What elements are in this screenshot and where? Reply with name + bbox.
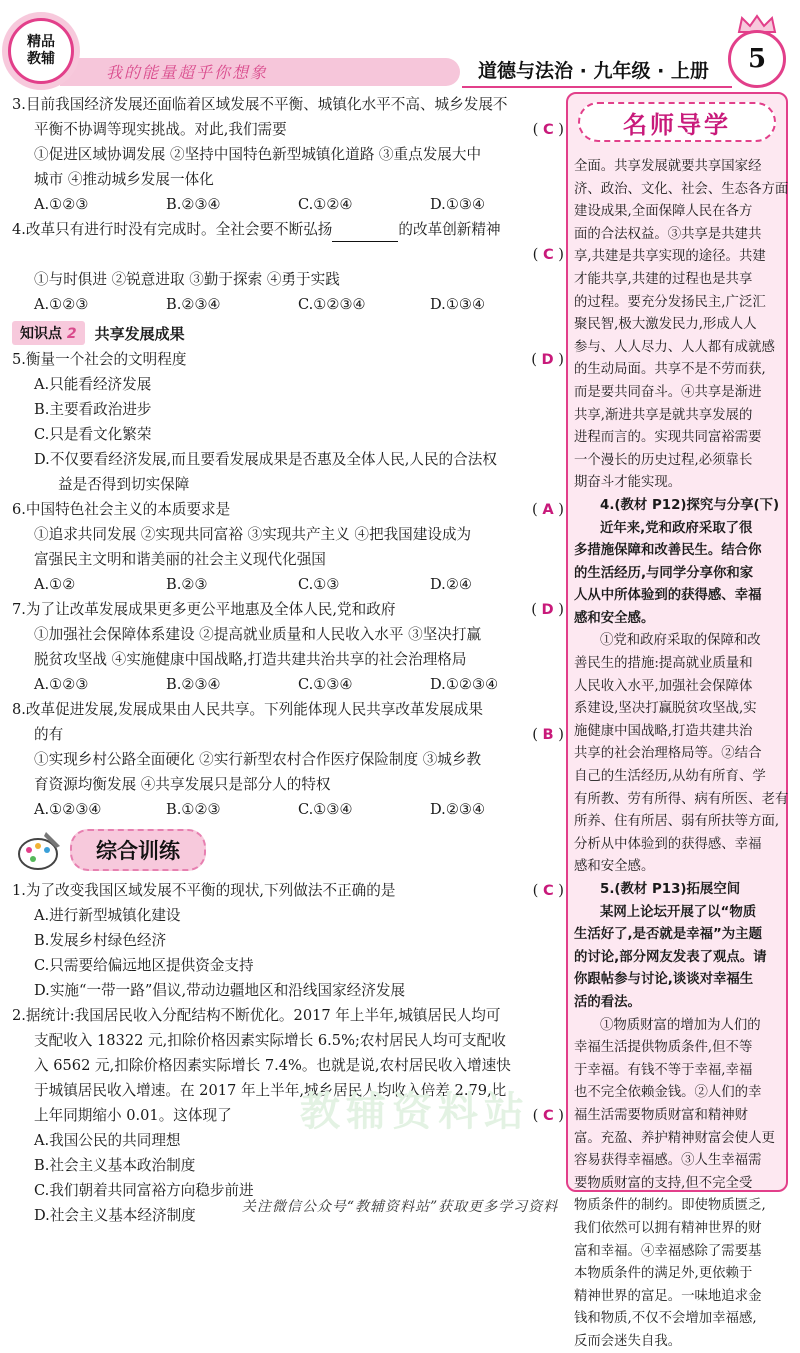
sidebar-line: 的讨论,部分网友发表了观点。请 (574, 949, 767, 965)
answer-slot: ( A ) (532, 501, 564, 518)
sidebar-line: 富。充盈、养护精神财富会使人更 (574, 1130, 775, 1146)
choice-line: A.我国公民的共同理想 (34, 1132, 181, 1149)
sidebar-line: 要物质财富的支持,但不完全受 (574, 1175, 753, 1191)
choice-line: B.主要看政治进步 (34, 401, 152, 418)
sidebar-line: 多措施保障和改善民生。结合你 (574, 543, 762, 559)
item-line: ①实现乡村公路全面硬化 ②实行新型农村合作医疗保险制度 ③城乡教 (34, 751, 482, 768)
question-5 (12, 347, 564, 497)
palette-icon (16, 828, 64, 872)
answer-letter: D (541, 351, 554, 368)
question-line (12, 347, 564, 372)
item-line: ①促进区域协调发展 ②坚持中国特色新型城镇化道路 ③重点发展大中 (34, 146, 482, 163)
sidebar-line: 面的合法权益。③共享是共建共 (574, 226, 762, 242)
question-line (12, 597, 564, 622)
option-b: B.②③④ (166, 196, 221, 213)
option-b: B.②③④ (166, 676, 221, 693)
answer-letter: B (542, 726, 554, 743)
question-text: 平衡不协调等现实挑战。对此,我们需要 (34, 121, 287, 138)
options-row (12, 192, 564, 217)
choice-line: A.只能看经济发展 (34, 376, 152, 393)
section-title: 综合训练 (70, 829, 206, 871)
option-a: A.①②③④ (34, 801, 102, 818)
sidebar-line: 的生动局面。共享不是不劳而获, (574, 362, 766, 378)
options-row (12, 292, 564, 317)
item-line: ①追求共同发展 ②实现共同富裕 ③实现共产主义 ④把我国建设成为 (34, 526, 472, 543)
sidebar-line: ①物质财富的增加为人们的 (600, 1017, 761, 1033)
sidebar-line: 反而会迷失自我。 (574, 1333, 682, 1349)
choice-line: C.我们朝着共同富裕方向稳步前进 (34, 1182, 254, 1199)
option-c: C.①②④ (298, 196, 353, 213)
sidebar-body (574, 156, 789, 1353)
sidebar-line: 施健康中国战略,打造共建共治 (574, 723, 753, 739)
sidebar-line: 聚民智,极大激发民力,形成人人 (574, 317, 757, 333)
answer-line (12, 242, 564, 267)
question-line (12, 878, 564, 903)
question-text: 上年同期缩小 0.01。这体现了 (34, 1107, 232, 1124)
slogan: 我的能量超乎你想象 (106, 63, 269, 82)
answer-letter: A (542, 501, 554, 518)
option-d: D.②③④ (430, 801, 486, 818)
question-line: 入 6562 元,扣除价格因素实际增长 7.4%。也就是说,农村居民收入增速快 (34, 1057, 511, 1074)
item-line: ①加强社会保障体系建设 ②提高就业质量和人民收入水平 ③坚决打赢 (34, 626, 482, 643)
question-3 (12, 92, 564, 217)
sidebar-line: 共享的社会治理格局等。②结合 (574, 746, 762, 762)
kp-number: 2 (66, 326, 77, 342)
answer-slot: ( D ) (531, 351, 564, 368)
sidebar-line: 人从中所体验到的获得感、幸福 (574, 588, 762, 604)
question-line (12, 497, 564, 522)
choice-line: 益是否得到切实保障 (58, 476, 190, 493)
sidebar-line: 我们依然可以拥有精神世界的财 (574, 1220, 762, 1236)
question-6 (12, 497, 564, 597)
answer-slot: ( C ) (532, 882, 564, 899)
sidebar-line: 物质条件的制约。即使物质匮乏, (574, 1198, 766, 1214)
question-8 (12, 697, 564, 822)
page-header (0, 0, 800, 92)
sidebar-line: 近年来,党和政府采取了很 (600, 520, 753, 536)
sidebar-line: 人民收入水平,加强社会保障体 (574, 678, 753, 694)
item-line: ①与时俱进 ②锐意进取 ③勤于探索 ④勇于实践 (34, 271, 340, 288)
sidebar-line: 分析从中体验到的获得感、幸福 (574, 836, 762, 852)
sidebar-line: 自己的生活经历,从幼有所育、学 (574, 769, 766, 785)
choice-line: C.只需要给偏远地区提供资金支持 (34, 957, 254, 974)
answer-slot: ( C ) (532, 121, 564, 138)
answer-slot: ( C ) (532, 1107, 564, 1124)
knowledge-point-heading (12, 319, 564, 347)
answer-letter: C (542, 1107, 554, 1124)
question-line: 支配收入 18322 元,扣除价格因素实际增长 6.5%;农村居民人均可支配收 (34, 1032, 506, 1049)
sidebar-line: 幸福生活提供物质条件,但不等 (574, 1040, 753, 1056)
sidebar-line: 本物质条件的满足外,更依赖于 (574, 1266, 753, 1282)
answer-slot: ( D ) (531, 601, 564, 618)
sidebar-line: 享,共建是共享实现的途径。共建 (574, 249, 766, 265)
choice-line: D.社会主义基本经济制度 (34, 1207, 196, 1224)
sidebar-line: 富和幸福。④幸福感除了需要基 (574, 1243, 762, 1259)
item-line: 城市 ④推动城乡发展一体化 (34, 171, 214, 188)
sidebar-line: 有所教、劳有所得、病有所医、老有 (574, 791, 789, 807)
question-text: 7.为了让改革发展成果更多更公平地惠及全体人民,党和政府 (12, 601, 396, 618)
kp-label: 知识点 (20, 326, 62, 342)
option-a: A.①②③ (34, 676, 89, 693)
option-b: B.①②③ (166, 801, 221, 818)
sidebar-line: 活的看法。 (574, 994, 641, 1010)
item-line: 富强民主文明和谐美丽的社会主义现代化强国 (34, 551, 326, 568)
question-text: 5.衡量一个社会的文明程度 (12, 351, 187, 368)
sidebar-line: 感和安全感。 (574, 610, 655, 626)
sidebar-line: 4.(教材 P12)探究与分享(下) (600, 497, 780, 513)
sidebar-line: 精神世界的富足。一味地追求金 (574, 1288, 762, 1304)
main-column (12, 92, 564, 1228)
question-line (12, 117, 564, 142)
sidebar-line: 钱和物质,不仅不会增加幸福感, (574, 1311, 757, 1327)
sidebar-line: 也不完全依赖金钱。②人们的幸 (574, 1085, 762, 1101)
sidebar-line: 而是要共同奋斗。④共享是渐进 (574, 384, 762, 400)
question-4 (12, 217, 564, 317)
answer-letter: D (541, 601, 554, 618)
question-line: 于城镇居民收入增速。在 2017 年上半年,城乡居民人均收入倍差 2.79,比 (34, 1082, 507, 1099)
header-underline (462, 86, 732, 88)
question-text: 的有 (34, 726, 64, 743)
choice-line: B.发展乡村绿色经济 (34, 932, 167, 949)
option-c: C.①③④ (298, 676, 353, 693)
sidebar-line: 进程而言的。实现共同富裕需要 (574, 430, 762, 446)
question-text: 1.为了改变我国区域发展不平衡的现状,下列做法不正确的是 (12, 882, 396, 899)
sidebar-title: 名师导学 (578, 102, 776, 142)
knowledge-point-tag (12, 321, 85, 345)
question-line (12, 217, 564, 242)
answer-slot: ( C ) (532, 246, 564, 263)
option-d: D.②④ (430, 576, 472, 593)
teacher-guide-sidebar (566, 92, 789, 1349)
sidebar-line: 才能共享,共建的过程也是共享 (574, 271, 753, 287)
choice-line: C.只是看文化繁荣 (34, 426, 152, 443)
option-a: A.①②③ (34, 196, 89, 213)
sidebar-line: 感和安全感。 (574, 859, 655, 875)
question-line: 3.目前我国经济发展还面临着区域发展不平衡、城镇化水平不高、城乡发展不 (12, 96, 508, 113)
option-b: B.②③④ (166, 296, 221, 313)
sidebar-line: 容易获得幸福感。③人生幸福需 (574, 1153, 762, 1169)
answer-letter: C (542, 882, 554, 899)
sidebar-line: 参与、人人尽力、人人都有成就感 (574, 339, 775, 355)
choice-line: A.进行新型城镇化建设 (34, 907, 181, 924)
sidebar-line: 一个漫长的历史过程,必须靠长 (574, 452, 753, 468)
answer-letter: C (542, 246, 554, 263)
subject-title: 道德与法治 · 九年级 · 上册 (478, 60, 709, 82)
sidebar-line: 福生活需要物质财富和精神财 (574, 1107, 749, 1123)
sidebar-line: 所养、住有所居、弱有所扶等方面, (574, 814, 780, 830)
sidebar-line: ①党和政府采取的保障和改 (600, 633, 761, 649)
training-question-1 (12, 878, 564, 1003)
page-footer: 关注微信公众号“教辅资料站”获取更多学习资料 (241, 1199, 559, 1215)
option-a: A.①②③ (34, 296, 89, 313)
sidebar-line: 济、政治、文化、社会、生态各方面 (574, 181, 789, 197)
sidebar-line: 期奋斗才能实现。 (574, 475, 682, 491)
choice-line: B.社会主义基本政治制度 (34, 1157, 196, 1174)
sidebar-line: 生活好了,是否就是幸福”为主题 (574, 927, 762, 943)
answer-slot: ( B ) (532, 726, 564, 743)
sidebar-line: 于幸福。有钱不等于幸福,幸福 (574, 1062, 753, 1078)
question-7 (12, 597, 564, 697)
question-text: 的改革创新精神 (398, 221, 501, 238)
sidebar-line: 5.(教材 P13)拓展空间 (600, 882, 741, 897)
sidebar-line: 系建设,坚决打赢脱贫攻坚战,实 (574, 701, 757, 717)
question-line: 8.改革促进发展,发展成果由人民共享。下列能体现人民共享改革发展成果 (12, 701, 483, 718)
sidebar-line: 你跟帖参与讨论,谈谈对幸福生 (574, 972, 754, 988)
brand-logo (8, 18, 74, 84)
option-d: D.①②③④ (430, 676, 499, 693)
sidebar-line: 某网上论坛开展了以“物质 (600, 904, 757, 920)
options-row (12, 572, 564, 597)
fill-blank (332, 224, 398, 242)
logo-line-2: 教辅 (27, 51, 55, 67)
choice-line: D.实施“一带一路”倡议,带动边疆地区和沿线国家经济发展 (34, 982, 406, 999)
choice-line: D.不仅要看经济发展,而且要看发展成果是否惠及全体人民,人民的合法权 (34, 451, 497, 468)
section-heading (12, 822, 564, 878)
question-text: 4.改革只有进行时没有完成时。全社会要不断弘扬 (12, 221, 333, 238)
option-c: C.①②③④ (298, 296, 366, 313)
option-d: D.①③④ (430, 296, 486, 313)
option-d: D.①③④ (430, 196, 486, 213)
sidebar-line: 建设成果,全面保障人民在各方 (574, 204, 753, 220)
sidebar-line: 的过程。要充分发扬民主,广泛汇 (574, 294, 766, 310)
question-text: 6.中国特色社会主义的本质要求是 (12, 501, 231, 518)
sidebar-line: 全面。共享发展就要共享国家经 (574, 159, 762, 174)
option-b: B.②③ (166, 576, 208, 593)
sidebar-line: 共享,渐进共享是就共享发展的 (574, 407, 753, 423)
options-row (12, 672, 564, 697)
page-number: 5 (728, 30, 786, 88)
options-row (12, 797, 564, 822)
question-line (12, 722, 564, 747)
option-a: A.①② (34, 576, 76, 593)
logo-line-1: 精品 (27, 34, 55, 50)
option-c: C.①③④ (298, 801, 353, 818)
item-line: 脱贫攻坚战 ④实施健康中国战略,打造共建共治共享的社会治理格局 (34, 651, 467, 668)
option-c: C.①③ (298, 576, 340, 593)
watermark: 教辅资料站 (300, 1089, 530, 1135)
sidebar-line: 的生活经历,与同学分享你和家 (574, 565, 754, 581)
sidebar-line: 善民生的措施:提高就业质量和 (574, 656, 753, 672)
knowledge-point-title: 共享发展成果 (94, 324, 185, 343)
question-line: 2.据统计:我国居民收入分配结构不断优化。2017 年上半年,城镇居民人均可 (12, 1007, 501, 1024)
item-line: 育资源均衡发展 ④共享发展只是部分人的特权 (34, 776, 331, 793)
answer-letter: C (542, 121, 554, 138)
